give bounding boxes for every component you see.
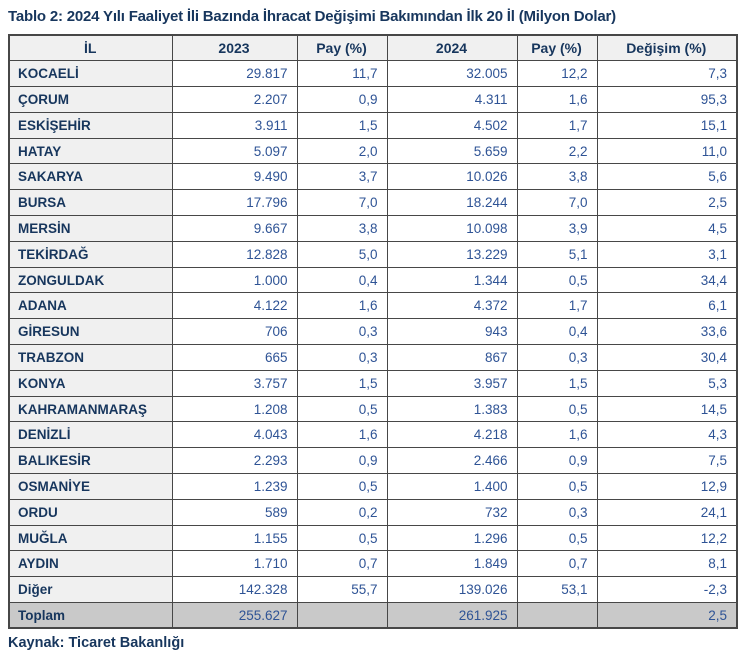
value-cell: 5,1 [517, 241, 597, 267]
row-label-cell: KOCAELİ [9, 61, 172, 87]
value-cell: 11,0 [597, 138, 737, 164]
table-row [9, 577, 737, 603]
row-label-cell: BALIKESİR [9, 448, 172, 474]
value-cell: 0,4 [517, 319, 597, 345]
table-row [9, 319, 737, 345]
value-cell: 1,5 [297, 370, 387, 396]
column-header-5: Değişim (%) [597, 35, 737, 61]
value-cell: 0,5 [517, 396, 597, 422]
value-cell: 142.328 [172, 577, 297, 603]
value-cell: 5.097 [172, 138, 297, 164]
table-row [9, 87, 737, 113]
table-row [9, 241, 737, 267]
value-cell: 7,3 [597, 61, 737, 87]
value-cell: 4.372 [387, 293, 517, 319]
value-cell: 1.383 [387, 396, 517, 422]
row-label-cell: TEKİRDAĞ [9, 241, 172, 267]
value-cell: 0,7 [297, 551, 387, 577]
column-header-2: Pay (%) [297, 35, 387, 61]
value-cell: 5,0 [297, 241, 387, 267]
value-cell: 34,4 [597, 267, 737, 293]
value-cell: 261.925 [387, 603, 517, 629]
value-cell: 1.849 [387, 551, 517, 577]
value-cell: 665 [172, 345, 297, 371]
value-cell: 12,9 [597, 474, 737, 500]
table-row [9, 345, 737, 371]
value-cell: 4.311 [387, 87, 517, 113]
table-row [9, 499, 737, 525]
value-cell: 13.229 [387, 241, 517, 267]
table-row [9, 396, 737, 422]
value-cell: 55,7 [297, 577, 387, 603]
value-cell: 0,3 [517, 499, 597, 525]
value-cell: 0,9 [517, 448, 597, 474]
row-label-cell: ADANA [9, 293, 172, 319]
table-row [9, 267, 737, 293]
row-label-cell: KAHRAMANMARAŞ [9, 396, 172, 422]
value-cell: 2.207 [172, 87, 297, 113]
row-label-cell: MUĞLA [9, 525, 172, 551]
value-cell: 95,3 [597, 87, 737, 113]
value-cell: 1,5 [517, 370, 597, 396]
value-cell: 4.122 [172, 293, 297, 319]
value-cell: 9.667 [172, 216, 297, 242]
row-label-cell: DENİZLİ [9, 422, 172, 448]
row-label-cell: MERSİN [9, 216, 172, 242]
value-cell: 1,7 [517, 293, 597, 319]
value-cell: 139.026 [387, 577, 517, 603]
value-cell: 1.296 [387, 525, 517, 551]
value-cell: 3,8 [297, 216, 387, 242]
row-label-cell: TRABZON [9, 345, 172, 371]
table-row [9, 525, 737, 551]
value-cell: 1.239 [172, 474, 297, 500]
row-label-cell: KONYA [9, 370, 172, 396]
value-cell: 7,5 [597, 448, 737, 474]
row-label-cell: AYDIN [9, 551, 172, 577]
value-cell: 867 [387, 345, 517, 371]
row-label-cell: Toplam [9, 603, 172, 629]
value-cell: 7,0 [517, 190, 597, 216]
value-cell: 5.659 [387, 138, 517, 164]
value-cell: 1.000 [172, 267, 297, 293]
value-cell: 0,3 [297, 345, 387, 371]
value-cell: 17.796 [172, 190, 297, 216]
value-cell: 0,5 [517, 267, 597, 293]
value-cell: -2,3 [597, 577, 737, 603]
value-cell: 33,6 [597, 319, 737, 345]
value-cell: 2.466 [387, 448, 517, 474]
value-cell: 0,5 [517, 525, 597, 551]
value-cell: 0,5 [297, 474, 387, 500]
value-cell: 32.005 [387, 61, 517, 87]
value-cell: 706 [172, 319, 297, 345]
total-row [9, 603, 737, 629]
value-cell: 1,6 [297, 422, 387, 448]
table-row [9, 190, 737, 216]
value-cell: 30,4 [597, 345, 737, 371]
value-cell: 6,1 [597, 293, 737, 319]
value-cell: 3,9 [517, 216, 597, 242]
value-cell: 4.502 [387, 112, 517, 138]
value-cell: 0,5 [297, 396, 387, 422]
value-cell: 10.026 [387, 164, 517, 190]
value-cell [517, 603, 597, 629]
table-title: Tablo 2: 2024 Yılı Faaliyet İli Bazında İhracat Değişimi Bakımından İlk 20 İl (Milyon Dolar) [8, 8, 616, 25]
value-cell: 1.344 [387, 267, 517, 293]
export-by-province-table [8, 34, 738, 629]
row-label-cell: ORDU [9, 499, 172, 525]
table-body [9, 61, 737, 629]
header-row [9, 35, 737, 61]
value-cell: 14,5 [597, 396, 737, 422]
table-row [9, 474, 737, 500]
value-cell: 0,3 [517, 345, 597, 371]
value-cell: 12,2 [597, 525, 737, 551]
value-cell: 53,1 [517, 577, 597, 603]
table-row [9, 551, 737, 577]
value-cell: 4,5 [597, 216, 737, 242]
row-label-cell: BURSA [9, 190, 172, 216]
value-cell: 732 [387, 499, 517, 525]
row-label-cell: ZONGULDAK [9, 267, 172, 293]
value-cell: 2,2 [517, 138, 597, 164]
value-cell: 1,7 [517, 112, 597, 138]
row-label-cell: ESKİŞEHİR [9, 112, 172, 138]
value-cell: 1,6 [297, 293, 387, 319]
value-cell: 255.627 [172, 603, 297, 629]
table-row [9, 112, 737, 138]
value-cell: 4.218 [387, 422, 517, 448]
value-cell: 11,7 [297, 61, 387, 87]
table-row [9, 138, 737, 164]
table-row [9, 370, 737, 396]
value-cell: 15,1 [597, 112, 737, 138]
value-cell: 0,9 [297, 448, 387, 474]
table-row [9, 61, 737, 87]
value-cell: 24,1 [597, 499, 737, 525]
value-cell: 1.710 [172, 551, 297, 577]
value-cell: 7,0 [297, 190, 387, 216]
value-cell: 5,6 [597, 164, 737, 190]
row-label-cell: SAKARYA [9, 164, 172, 190]
value-cell: 1,5 [297, 112, 387, 138]
value-cell: 4,3 [597, 422, 737, 448]
row-label-cell: HATAY [9, 138, 172, 164]
value-cell: 29.817 [172, 61, 297, 87]
value-cell: 3,8 [517, 164, 597, 190]
row-label-cell: OSMANİYE [9, 474, 172, 500]
value-cell: 3.757 [172, 370, 297, 396]
table-header [9, 35, 737, 61]
value-cell: 2,5 [597, 190, 737, 216]
value-cell: 4.043 [172, 422, 297, 448]
value-cell: 1,6 [517, 422, 597, 448]
value-cell: 0,5 [297, 525, 387, 551]
value-cell: 1.400 [387, 474, 517, 500]
value-cell [297, 603, 387, 629]
value-cell: 2,0 [297, 138, 387, 164]
table-row [9, 293, 737, 319]
value-cell: 1.208 [172, 396, 297, 422]
value-cell: 3.957 [387, 370, 517, 396]
value-cell: 2,5 [597, 603, 737, 629]
value-cell: 3,7 [297, 164, 387, 190]
table-row [9, 422, 737, 448]
value-cell: 0,4 [297, 267, 387, 293]
value-cell: 3.911 [172, 112, 297, 138]
row-label-cell: Diğer [9, 577, 172, 603]
value-cell: 3,1 [597, 241, 737, 267]
column-header-3: 2024 [387, 35, 517, 61]
value-cell: 18.244 [387, 190, 517, 216]
value-cell: 0,3 [297, 319, 387, 345]
value-cell: 943 [387, 319, 517, 345]
value-cell: 0,9 [297, 87, 387, 113]
column-header-1: 2023 [172, 35, 297, 61]
value-cell: 1.155 [172, 525, 297, 551]
value-cell: 0,7 [517, 551, 597, 577]
column-header-4: Pay (%) [517, 35, 597, 61]
source-caption: Kaynak: Ticaret Bakanlığı [8, 635, 185, 652]
value-cell: 5,3 [597, 370, 737, 396]
value-cell: 0,2 [297, 499, 387, 525]
value-cell: 10.098 [387, 216, 517, 242]
row-label-cell: GİRESUN [9, 319, 172, 345]
value-cell: 12.828 [172, 241, 297, 267]
column-header-0: İL [9, 35, 172, 61]
value-cell: 0,5 [517, 474, 597, 500]
row-label-cell: ÇORUM [9, 87, 172, 113]
value-cell: 589 [172, 499, 297, 525]
value-cell: 1,6 [517, 87, 597, 113]
table-row [9, 216, 737, 242]
value-cell: 8,1 [597, 551, 737, 577]
value-cell: 9.490 [172, 164, 297, 190]
table-row [9, 448, 737, 474]
table-row [9, 164, 737, 190]
value-cell: 2.293 [172, 448, 297, 474]
value-cell: 12,2 [517, 61, 597, 87]
